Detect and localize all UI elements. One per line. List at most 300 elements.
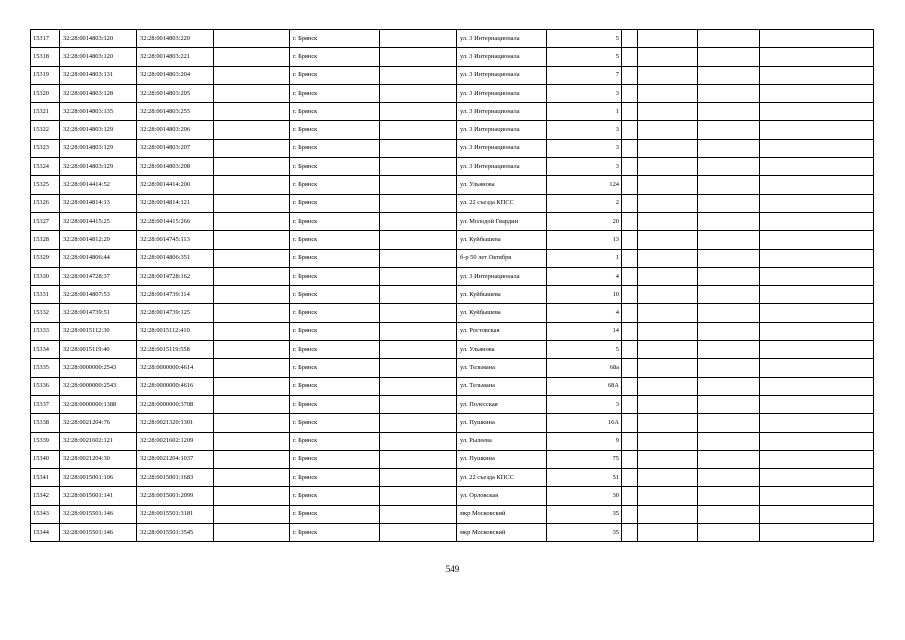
city-cell: г. Брянск: [290, 414, 380, 432]
table-row: [31, 359, 874, 377]
empty-cell: [760, 84, 874, 102]
empty-cell: [638, 84, 698, 102]
empty-cell: [638, 231, 698, 249]
cadastral-parcel-cell: 32:28:0014415:25: [60, 212, 137, 230]
row-number-cell: 15341: [31, 469, 60, 487]
empty-cell: [380, 267, 457, 285]
house-number-cell: 14: [547, 322, 622, 340]
empty-cell: [698, 487, 760, 505]
city-cell: г. Брянск: [290, 322, 380, 340]
house-number-cell: 30: [547, 487, 622, 505]
empty-cell: [380, 158, 457, 176]
row-number-cell: 15340: [31, 450, 60, 468]
empty-cell: [622, 286, 638, 304]
city-cell: г. Брянск: [290, 48, 380, 66]
empty-cell: [638, 249, 698, 267]
street-cell: ул. 3 Интернационала: [457, 121, 547, 139]
empty-cell: [214, 267, 290, 285]
empty-cell: [638, 103, 698, 121]
row-number-cell: 15330: [31, 267, 60, 285]
cadastral-parcel-cell: 32:28:0014414:52: [60, 176, 137, 194]
street-cell: ул. 3 Интернационала: [457, 267, 547, 285]
empty-cell: [698, 30, 760, 48]
empty-cell: [698, 121, 760, 139]
empty-cell: [214, 176, 290, 194]
empty-cell: [380, 139, 457, 157]
empty-cell: [214, 432, 290, 450]
cadastral-object-cell: 32:28:0015112:410: [137, 322, 214, 340]
empty-cell: [622, 450, 638, 468]
street-cell: ул. 3 Интернационала: [457, 66, 547, 84]
cadastral-object-cell: 32:28:0021320:1301: [137, 414, 214, 432]
cadastral-object-cell: 32:28:0000000:3708: [137, 395, 214, 413]
empty-cell: [760, 505, 874, 523]
cadastral-parcel-cell: 32:28:0015112:30: [60, 322, 137, 340]
empty-cell: [380, 304, 457, 322]
empty-cell: [380, 231, 457, 249]
city-cell: г. Брянск: [290, 487, 380, 505]
empty-cell: [638, 121, 698, 139]
house-number-cell: 124: [547, 176, 622, 194]
row-number-cell: 15337: [31, 395, 60, 413]
empty-cell: [698, 158, 760, 176]
empty-cell: [698, 231, 760, 249]
table-row: [31, 432, 874, 450]
empty-cell: [698, 524, 760, 542]
empty-cell: [638, 377, 698, 395]
cadastral-object-cell: 32:28:0014803:220: [137, 30, 214, 48]
empty-cell: [638, 450, 698, 468]
document-page: [30, 29, 873, 542]
empty-cell: [380, 48, 457, 66]
empty-cell: [760, 249, 874, 267]
empty-cell: [698, 194, 760, 212]
empty-cell: [760, 231, 874, 249]
street-cell: ул. 22 съезда КПСС: [457, 194, 547, 212]
empty-cell: [380, 286, 457, 304]
street-cell: ул. Пушкина: [457, 414, 547, 432]
house-number-cell: 5: [547, 30, 622, 48]
empty-cell: [214, 30, 290, 48]
empty-cell: [698, 212, 760, 230]
city-cell: г. Брянск: [290, 341, 380, 359]
street-cell: ул. Ульянова: [457, 341, 547, 359]
house-number-cell: 20: [547, 212, 622, 230]
empty-cell: [638, 432, 698, 450]
city-cell: г. Брянск: [290, 469, 380, 487]
row-number-cell: 15323: [31, 139, 60, 157]
house-number-cell: 3: [547, 395, 622, 413]
house-number-cell: 35: [547, 505, 622, 523]
empty-cell: [214, 469, 290, 487]
row-number-cell: 15320: [31, 84, 60, 102]
table-row: [31, 66, 874, 84]
empty-cell: [214, 249, 290, 267]
cadastral-parcel-cell: 32:28:0014803:129: [60, 121, 137, 139]
table-body: [31, 30, 874, 542]
row-number-cell: 15317: [31, 30, 60, 48]
cadastral-object-cell: 32:28:0014414:200: [137, 176, 214, 194]
street-cell: ул. Рылеева: [457, 432, 547, 450]
empty-cell: [638, 304, 698, 322]
empty-cell: [698, 450, 760, 468]
house-number-cell: 3: [547, 139, 622, 157]
empty-cell: [698, 432, 760, 450]
cadastral-parcel-cell: 32:28:0015001:141: [60, 487, 137, 505]
row-number-cell: 15331: [31, 286, 60, 304]
street-cell: ул. Полесская: [457, 395, 547, 413]
table-row: [31, 395, 874, 413]
empty-cell: [380, 395, 457, 413]
cadastral-object-cell: 32:28:0014803:221: [137, 48, 214, 66]
empty-cell: [622, 212, 638, 230]
empty-cell: [622, 103, 638, 121]
empty-cell: [638, 487, 698, 505]
row-number-cell: 15336: [31, 377, 60, 395]
empty-cell: [622, 231, 638, 249]
empty-cell: [760, 267, 874, 285]
empty-cell: [698, 322, 760, 340]
table-row: [31, 304, 874, 322]
empty-cell: [380, 450, 457, 468]
street-cell: ул. Пушкина: [457, 450, 547, 468]
empty-cell: [380, 66, 457, 84]
city-cell: г. Брянск: [290, 139, 380, 157]
cadastral-object-cell: 32:28:0021204:1037: [137, 450, 214, 468]
cadastral-object-cell: 32:28:0014806:351: [137, 249, 214, 267]
page-number: 549: [445, 564, 460, 574]
cadastral-parcel-cell: 32:28:0015501:146: [60, 524, 137, 542]
cadastral-object-cell: 32:28:0014415:266: [137, 212, 214, 230]
cadastral-parcel-cell: 32:28:0014803:135: [60, 103, 137, 121]
empty-cell: [622, 48, 638, 66]
row-number-cell: 15319: [31, 66, 60, 84]
empty-cell: [760, 30, 874, 48]
row-number-cell: 15343: [31, 505, 60, 523]
empty-cell: [380, 121, 457, 139]
empty-cell: [698, 267, 760, 285]
row-number-cell: 15321: [31, 103, 60, 121]
empty-cell: [214, 322, 290, 340]
house-number-cell: 75: [547, 450, 622, 468]
empty-cell: [638, 414, 698, 432]
table-row: [31, 341, 874, 359]
cadastral-parcel-cell: 32:28:0014803:120: [60, 48, 137, 66]
cadastral-parcel-cell: 32:28:0014806:44: [60, 249, 137, 267]
table-row: [31, 524, 874, 542]
empty-cell: [760, 304, 874, 322]
city-cell: г. Брянск: [290, 450, 380, 468]
empty-cell: [214, 395, 290, 413]
cadastral-object-cell: 32:28:0014803:205: [137, 84, 214, 102]
city-cell: г. Брянск: [290, 249, 380, 267]
table-row: [31, 505, 874, 523]
cadastral-object-cell: 32:28:0015001:2099: [137, 487, 214, 505]
empty-cell: [698, 359, 760, 377]
cadastral-object-cell: 32:28:0015501:3181: [137, 505, 214, 523]
cadastral-object-cell: 32:28:0014803:208: [137, 158, 214, 176]
empty-cell: [698, 84, 760, 102]
city-cell: г. Брянск: [290, 84, 380, 102]
empty-cell: [760, 176, 874, 194]
city-cell: г. Брянск: [290, 212, 380, 230]
empty-cell: [698, 304, 760, 322]
cadastral-parcel-cell: 32:28:0014814:13: [60, 194, 137, 212]
table-row: [31, 121, 874, 139]
empty-cell: [380, 249, 457, 267]
city-cell: г. Брянск: [290, 30, 380, 48]
empty-cell: [214, 450, 290, 468]
empty-cell: [638, 469, 698, 487]
city-cell: г. Брянск: [290, 359, 380, 377]
street-cell: ул. Куйбышева: [457, 286, 547, 304]
empty-cell: [638, 48, 698, 66]
cadastral-parcel-cell: 32:28:0015001:106: [60, 469, 137, 487]
city-cell: г. Брянск: [290, 377, 380, 395]
cadastral-object-cell: 32:28:0014728:162: [137, 267, 214, 285]
row-number-cell: 15327: [31, 212, 60, 230]
row-number-cell: 15322: [31, 121, 60, 139]
empty-cell: [760, 450, 874, 468]
cadastral-parcel-cell: 32:28:0014812:29: [60, 231, 137, 249]
empty-cell: [638, 341, 698, 359]
row-number-cell: 15339: [31, 432, 60, 450]
empty-cell: [380, 30, 457, 48]
street-cell: ул. Тельмана: [457, 359, 547, 377]
empty-cell: [622, 359, 638, 377]
empty-cell: [760, 322, 874, 340]
cadastral-parcel-cell: 32:28:0014739:51: [60, 304, 137, 322]
cadastral-parcel-cell: 32:28:0014803:129: [60, 139, 137, 157]
city-cell: г. Брянск: [290, 304, 380, 322]
empty-cell: [760, 139, 874, 157]
cadastral-object-cell: 32:28:0014814:121: [137, 194, 214, 212]
row-number-cell: 15338: [31, 414, 60, 432]
city-cell: г. Брянск: [290, 231, 380, 249]
empty-cell: [698, 139, 760, 157]
empty-cell: [698, 176, 760, 194]
empty-cell: [698, 414, 760, 432]
empty-cell: [760, 194, 874, 212]
city-cell: г. Брянск: [290, 432, 380, 450]
empty-cell: [638, 66, 698, 84]
cadastral-object-cell: 32:28:0015001:1683: [137, 469, 214, 487]
cadastral-object-cell: 32:28:0000000:4616: [137, 377, 214, 395]
cadastral-parcel-cell: 32:28:0014803:120: [60, 30, 137, 48]
city-cell: г. Брянск: [290, 176, 380, 194]
empty-cell: [380, 524, 457, 542]
cadastral-object-cell: 32:28:0014739:114: [137, 286, 214, 304]
city-cell: г. Брянск: [290, 267, 380, 285]
empty-cell: [214, 487, 290, 505]
empty-cell: [622, 267, 638, 285]
empty-cell: [760, 377, 874, 395]
table-row: [31, 176, 874, 194]
house-number-cell: 3: [547, 84, 622, 102]
table-row: [31, 267, 874, 285]
empty-cell: [638, 30, 698, 48]
street-cell: ул. 3 Интернационала: [457, 139, 547, 157]
empty-cell: [214, 194, 290, 212]
empty-cell: [760, 414, 874, 432]
cadastral-parcel-cell: 32:28:0000000:2543: [60, 359, 137, 377]
row-number-cell: 15335: [31, 359, 60, 377]
street-cell: ул. 3 Интернационала: [457, 84, 547, 102]
empty-cell: [698, 66, 760, 84]
empty-cell: [760, 103, 874, 121]
city-cell: г. Брянск: [290, 103, 380, 121]
cadastral-parcel-cell: 32:28:0021204:76: [60, 414, 137, 432]
row-number-cell: 15318: [31, 48, 60, 66]
empty-cell: [622, 377, 638, 395]
empty-cell: [622, 194, 638, 212]
cadastral-parcel-cell: 32:28:0000000:1388: [60, 395, 137, 413]
street-cell: ул. Ростовская: [457, 322, 547, 340]
empty-cell: [380, 103, 457, 121]
street-cell: мкр Московский: [457, 505, 547, 523]
empty-cell: [622, 249, 638, 267]
empty-cell: [380, 414, 457, 432]
empty-cell: [622, 322, 638, 340]
table-row: [31, 84, 874, 102]
empty-cell: [380, 487, 457, 505]
empty-cell: [760, 341, 874, 359]
street-cell: ул. 3 Интернационала: [457, 103, 547, 121]
empty-cell: [214, 48, 290, 66]
empty-cell: [638, 322, 698, 340]
house-number-cell: 3: [547, 158, 622, 176]
empty-cell: [214, 231, 290, 249]
empty-cell: [760, 158, 874, 176]
empty-cell: [698, 286, 760, 304]
street-cell: ул. Куйбышева: [457, 231, 547, 249]
empty-cell: [760, 121, 874, 139]
empty-cell: [214, 66, 290, 84]
empty-cell: [638, 505, 698, 523]
table-row: [31, 231, 874, 249]
empty-cell: [760, 469, 874, 487]
empty-cell: [638, 176, 698, 194]
row-number-cell: 15333: [31, 322, 60, 340]
street-cell: ул. Орловская: [457, 487, 547, 505]
empty-cell: [622, 176, 638, 194]
empty-cell: [698, 341, 760, 359]
table-row: [31, 377, 874, 395]
empty-cell: [380, 212, 457, 230]
table-row: [31, 158, 874, 176]
house-number-cell: 68а: [547, 359, 622, 377]
empty-cell: [214, 524, 290, 542]
street-cell: ул. Куйбышева: [457, 304, 547, 322]
row-number-cell: 15324: [31, 158, 60, 176]
city-cell: г. Брянск: [290, 121, 380, 139]
empty-cell: [380, 341, 457, 359]
empty-cell: [760, 212, 874, 230]
cadastral-parcel-cell: 32:28:0000000:2543: [60, 377, 137, 395]
empty-cell: [622, 66, 638, 84]
house-number-cell: 68А: [547, 377, 622, 395]
cadastral-object-cell: 32:28:0000000:4614: [137, 359, 214, 377]
empty-cell: [638, 139, 698, 157]
cadastral-object-cell: 32:28:0015119:558: [137, 341, 214, 359]
empty-cell: [760, 395, 874, 413]
street-cell: ул. 3 Интернационала: [457, 48, 547, 66]
city-cell: г. Брянск: [290, 524, 380, 542]
empty-cell: [638, 524, 698, 542]
empty-cell: [622, 469, 638, 487]
cadastral-object-cell: 32:28:0014803:255: [137, 103, 214, 121]
table-row: [31, 414, 874, 432]
empty-cell: [380, 359, 457, 377]
empty-cell: [214, 286, 290, 304]
table-row: [31, 286, 874, 304]
empty-cell: [380, 194, 457, 212]
empty-cell: [214, 304, 290, 322]
empty-cell: [380, 377, 457, 395]
empty-cell: [638, 267, 698, 285]
house-number-cell: 10: [547, 286, 622, 304]
row-number-cell: 15342: [31, 487, 60, 505]
row-number-cell: 15344: [31, 524, 60, 542]
street-cell: мкр Московский: [457, 524, 547, 542]
empty-cell: [214, 212, 290, 230]
row-number-cell: 15334: [31, 341, 60, 359]
table-row: [31, 322, 874, 340]
empty-cell: [760, 487, 874, 505]
empty-cell: [380, 322, 457, 340]
empty-cell: [214, 341, 290, 359]
row-number-cell: 15329: [31, 249, 60, 267]
empty-cell: [760, 286, 874, 304]
cadastral-parcel-cell: 32:28:0014728:37: [60, 267, 137, 285]
house-number-cell: 7: [547, 66, 622, 84]
street-cell: ул. 22 съезда КПСС: [457, 469, 547, 487]
empty-cell: [698, 249, 760, 267]
empty-cell: [638, 395, 698, 413]
house-number-cell: 4: [547, 267, 622, 285]
city-cell: г. Брянск: [290, 66, 380, 84]
house-number-cell: 4: [547, 304, 622, 322]
empty-cell: [622, 487, 638, 505]
empty-cell: [214, 139, 290, 157]
cadastral-parcel-cell: 32:28:0021204:30: [60, 450, 137, 468]
empty-cell: [622, 395, 638, 413]
cadastral-parcel-cell: 32:28:0014803:128: [60, 84, 137, 102]
city-cell: г. Брянск: [290, 286, 380, 304]
city-cell: г. Брянск: [290, 395, 380, 413]
cadastral-parcel-cell: 32:28:0014807:53: [60, 286, 137, 304]
empty-cell: [638, 194, 698, 212]
house-number-cell: 1: [547, 103, 622, 121]
table-row: [31, 450, 874, 468]
cadastral-object-cell: 32:28:0014803:207: [137, 139, 214, 157]
house-number-cell: 16А: [547, 414, 622, 432]
house-number-cell: 5: [547, 341, 622, 359]
street-cell: ул. Молодой Гвардии: [457, 212, 547, 230]
empty-cell: [214, 121, 290, 139]
empty-cell: [380, 432, 457, 450]
empty-cell: [698, 395, 760, 413]
empty-cell: [622, 139, 638, 157]
empty-cell: [622, 84, 638, 102]
cadastral-object-cell: 32:28:0014803:204: [137, 66, 214, 84]
empty-cell: [214, 414, 290, 432]
cadastral-parcel-cell: 32:28:0015119:40: [60, 341, 137, 359]
empty-cell: [622, 341, 638, 359]
empty-cell: [622, 121, 638, 139]
city-cell: г. Брянск: [290, 505, 380, 523]
house-number-cell: 2: [547, 194, 622, 212]
